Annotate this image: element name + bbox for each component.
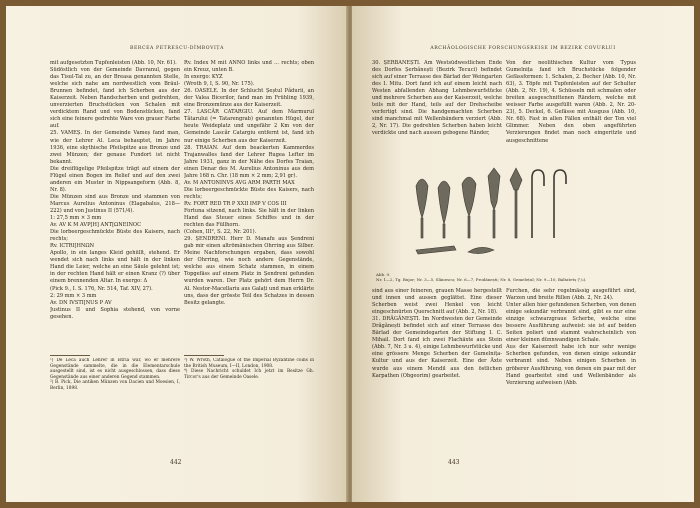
- footnote-rule-right: [184, 355, 224, 356]
- artifact-tang-4: [493, 210, 495, 238]
- artifact-arrowhead-2: [438, 181, 450, 224]
- figure-plate-artifacts: [408, 166, 578, 264]
- running-head-right: ARCHÄOLOGISCHE FORSCHUNGSREISE IM BEZIRK COVURLUI: [430, 46, 616, 51]
- artifact-hook-7: [554, 170, 566, 238]
- artifact-tang-3: [468, 216, 470, 238]
- left-page-column-1: mit aufgesetzten Tupfenleisten (Abb. 10, Nr. 61). Südöstlich von der Gemeinde Davranul, gegen das Tisul-Tal zu, an der Breasa genannten Stelle, welche sich nahe am nordwestlich vom Bräul-Brunnen befindet, fand ich Scherben aus der Kaiserzeit. Neben Randscherben und gedrehten, unverzierten Bruchstücken von Schalen mit verdicktem Rand und von Bodenstücken, fand sich eine feinere gedrehte Ware von grauer Farbe auf. 25. VAMEȘ. In der Gemeinde Vameș fand man, wie der Lehrer Al. Leca behauptet, im Jahre 1936, eine skythische Pfeilspitze aus Bronze und zwei Münzen; der genaue Fundort ist nicht bekannt. Die dreiflügelige Pfeilspitze trägt auf einem der Flügel einen Bogen im Relief und auf den zwei anderen ein Muster in Nippsangeform (Abb. 8, Nr. 8). Die Münzen sind aus Bronze und stammen von Marcus Aurelius Antoninus (Elagabalus, 218—222) und von Justinus II (571/4). 1: 27,5 mm × 3 mm Av. AV K M AVP[H] ANT[ΩNEINOC Die lorbeergeschmückte Büste des Kaisers, nach rechts; Rv. ICTRI[HNΩN Apollo, in ein langes Kleid gehüllt, stehend. Er wendet sich nach links und hält in der linken Hand die Leier, welche an eine Säule gelehnt ist; in der rechten Hand hält er einen Kranz (?) über einem brennenden Altar. In exergo: Δ (Pick 9., I. S. 176, Nr. 514, Taf. XIV, 27). 2: 29 mm × 3 mm Av. DN IVSTI[NUS P AV Justinus II und Sophia stehend, von vorne gesehen.: [50, 60, 180, 320]
- artifact-tang-2: [443, 224, 445, 238]
- footnote-rule-left: [50, 355, 90, 356]
- artifact-tang-1: [421, 218, 423, 238]
- right-page-column-3: sind aus einer feineren, grauen Masse hergestellt und innen und aussen geglättet. Eine dieser Scherben weist zwei Henkel von leicht eingeschnürten Querschnitt auf (Abb. 2, Nr. 18). 31. DRĂGĂNEȘTI. Im Nordwesten der Gemeinde Drăgănești befindet sich auf einer Terrasse des Bärlad der Gemeindegarten der Stiftung I. C. Mihail. Dort fand ich zwei Flachäxte aus Stein (Abb. 7, Nr. 3 u. 4), einige Lehmbewurfstücke und eine grössere Menge Scherben der Gumelnița-Kultur und aus der Kaiserzeit. Eine der Äxte wurde aus einem Mendil aus den östlichen Karpathen (Obgeorim) gearbeitet.: [372, 288, 502, 379]
- page-number-left: 442: [170, 459, 182, 466]
- artifact-arrowhead-5: [510, 168, 522, 190]
- right-page-column-2: Von der neolithischen Kultur vom Typus Gumelnița fand ich Bruchstücke folgender Gefässformen: 1. Schalen, 2. Becher (Abb. 10, Nr. 63), 3. Töpfe mit Tupfenleisten auf der Schulter (Abb. 2, Nr. 19), 4. Schüsseln mit schmalen oder breiten ausgeschnittenen Rändern, welche mit weisser Farbe ausgefüllt waren (Abb. 2, Nr. 20-23), 5. Deckel, 6. Gefässe mit Ausguss (Abb. 10, Nr. 68). Fast in allen Fällen enthält der Ton viel Glimmer. Neben den oben angeführten Verzierungen findet man noch eingeritzte und ausgeschnittene: [506, 60, 636, 144]
- right-page-column-1: 30. ȘERBĂNEȘTI. Am Westsüdwestlichen Ende des Dorfes Șerbănești (Bezirk Tecuci) befindet sich auf einer Terrasse des Bärlad der Weingarten des I. Mitu. Dort fand ich auf einem leicht nach Westen abfallenden Abhang Lehmbewurfstücke und mehrere Scherben aus der Kaiserzeit, welche teils mit der Hand, teils auf der Drehscheibe verfertigt sind. Die handgemachten Scherben sind manchmal mit Wellenbändern verziert (Abb. 2, Nr. 17). Die gedrehten Scherben haben leicht verdickte und nach aussen gebogene Ränder,: [372, 60, 502, 137]
- footnote-right-column: ³) W. Wroth, Catalogue of the Imperial Byzantine coins in the British Museum, I—II, London, 1908. ⁴) Diese Nachricht schuldet Ich jetzt im Besitze Gh. Tircor's aus der Gemeinde Oasele.: [184, 358, 314, 380]
- left-page: [6, 6, 348, 502]
- open-book: [6, 6, 694, 502]
- artifact-shaft-5: [515, 190, 517, 238]
- page-number-right: 443: [448, 459, 460, 466]
- artifact-blade-9: [468, 247, 494, 253]
- artifact-hook-6: [532, 170, 544, 238]
- artifact-knife-8: [416, 246, 456, 254]
- running-head-left: BERCEA PETRESCU-DÎMBOVIȚA: [129, 46, 225, 51]
- artifact-arrowhead-1: [416, 179, 428, 218]
- footnote-left-column: ¹) De Leca auch Lehrer in Istria war, wo er mehrere Gegenstände sammelte, die in die Elementarschule ausgestellt sind, ist es nicht ausgeschlossen, dass diese Gegenstände aus einer anderen Gegend stammen. ²) B. Pick, Die antiken Münzen von Dacien und Moesien, I, Berlin, 1898.: [50, 358, 180, 391]
- artifact-spearhead-4: [488, 168, 500, 210]
- artifact-arrowhead-3: [462, 177, 476, 216]
- left-page-column-2: Rv. Index M mit ANNO links und ... rechts; oben ein Kreuz, unten B. In exergo: KYZ (Wroth 9, I, S. 90, Nr. 175). 26. OASELE. In der Schlucht Șeștul Pădurii, an der Valea Bicerilor, fand man im Frühling 1939, eine Bronzemünze aus der Kaiserzeit. 27. LASCĂR CATARGIU. Auf dem Marmurul Tătarului (= Tatarengrab) genannten Hügel, der heute Weideplatz und ungefähr 2 Km von der Gemeinde Lascăr Catargiu entfernt ist, fand ich nur einige Scherben aus der Kaiserzeit. 28. TRAIAN. Auf dem beackerten Kammerdes Trajanwalles fand der Lehrer Rugea Lefter im Jahre 1931, ganz in der Nähe des Dorfes Traian, einen Denar des M. Aurelius Antoninus aus dem Jahre 168 n. Chr. (18 mm × 2 mm; 2,91 gr). Av. M ANTONINVS AVG ARM PARTH MAX Die lorbeergeschmückte Büste des Kaisers, nach rechts; Rv. FORT RED TR P XXII IMP V COS III Fortuna sitzend, nach links. Sie hält in der linken Hand das Steuer eines Schiffes und in der rechten das Füllhorn. (Cohen, III², S. 22, Nr. 201). 29. ȘENDRENI. Herr D. Manafu aus Șendreni gab mir einen altrömänischen Ohrring aus Silber. Meine Nachforschungen ergaben, dass sowohl der Ohrring, wie noch andere Gegenstände, welche aus einem Schatz stammen, in einem Topgefäss auf einem Platz in Șendreni gefunden wurden waren. Der Platz gehört dem Herrn Dr. Al. Nestor-Macellariu aus Galați und man erklärte uns, dass der grösste Teil des Schatzes in dessen Besitz gelangte.: [184, 60, 314, 306]
- figure-caption: Abb. 9. Nr. 1—2, Tg. Bujor; Nr. 3—5, Slănescu; Nr. 6—7, Prodănești; Nr. 8, Gemelețul; Nr. 9—10, Baltatetș (¹/₃).: [376, 272, 587, 282]
- right-page-column-4: Furchen, die sehr regelmässig ausgeführt sind, Warzen und breite Rillen (Abb. 2, Nr. 24). Unter allen hier gefundenen Scherben, von denen einige sekundär verbrannt sind, gibt es nur eine einzige schwarzgraue Scherbe, welche eine bessere Ausführung aufweist: sie ist auf beiden Seiten poliert und stammt wahrscheinlich von einer kleinen dünnwandigen Schale. Aus der Kaiserzeit habe ich nur sehr wenige Scherben gefunden, von denen einige sekundär verbrannt sind. Neben einigen Scherben in gröberer Ausführung, von denen ein paar mit der Hand gearbeitet sind und Wellenbänder als Verzierung aufweisen (Abb.: [506, 288, 636, 386]
